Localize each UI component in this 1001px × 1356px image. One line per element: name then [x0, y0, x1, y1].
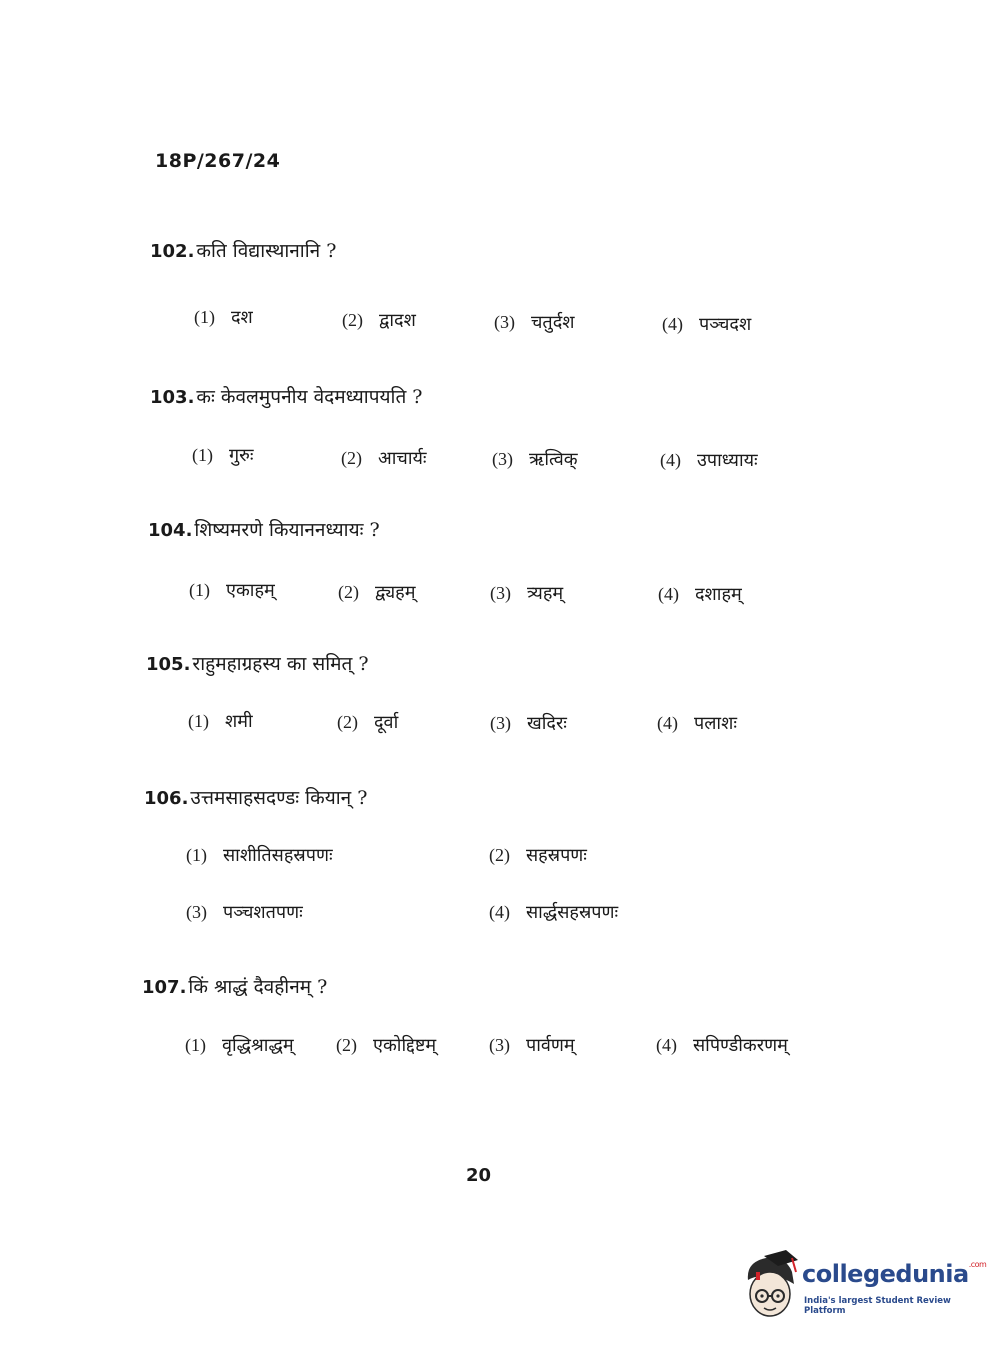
option-3: (3) पञ्चशतपणः [186, 902, 303, 923]
paper-code: 18P/267/24 [155, 150, 281, 172]
option-3: (3) खदिरः [490, 713, 567, 734]
page-number: 20 [466, 1165, 492, 1186]
option-4: (4) दशाहम् [658, 584, 742, 605]
question-number: 106. [144, 788, 189, 809]
option-3: (3) ऋत्विक् [492, 449, 578, 470]
option-3: (3) त्र्यहम् [490, 583, 564, 604]
question-stem [148, 516, 380, 542]
option-4: (4) पञ्चदश [662, 314, 752, 335]
option-3: (3) पार्वणम् [489, 1035, 575, 1056]
question-number: 104. [148, 520, 193, 541]
option-2: (2) एकोद्दिष्टम् [336, 1035, 437, 1056]
question-stem [150, 383, 423, 409]
mascot-icon [742, 1250, 800, 1320]
option-2: (2) द्वादश [342, 310, 416, 331]
option-1: (1) दश [194, 307, 253, 328]
collegedunia-watermark [742, 1250, 987, 1320]
question-stem [142, 973, 327, 999]
question-text: कति विद्यास्थानानि ? [196, 240, 337, 262]
question-number: 102. [150, 241, 195, 262]
option-2: (2) दूर्वा [337, 712, 399, 733]
option-1: (1) वृद्धिश्राद्धम् [185, 1035, 294, 1056]
option-4: (4) सार्द्धसहस्रपणः [489, 902, 619, 923]
option-4: (4) उपाध्यायः [660, 450, 758, 471]
option-1: (1) एकाहम् [189, 580, 275, 601]
option-2: (2) सहस्रपणः [489, 845, 587, 866]
question-text: कः केवलमुपनीय वेदमध्यापयति ? [196, 386, 423, 408]
question-stem [150, 237, 336, 263]
option-4: (4) पलाशः [657, 713, 737, 734]
option-1: (1) शमी [188, 711, 253, 732]
question-number: 103. [150, 387, 195, 408]
logo-brand: collegedunia$^{.com}$ [802, 1260, 987, 1288]
option-2: (2) द्व्यहम् [338, 582, 416, 603]
option-2: (2) आचार्यः [341, 448, 427, 469]
option-4: (4) सपिण्डीकरणम् [656, 1035, 788, 1056]
question-text: किं श्राद्धं दैवहीनम् ? [188, 976, 328, 998]
option-1: (1) साशीतिसहस्रपणः [186, 845, 333, 866]
question-number: 105. [146, 654, 191, 675]
question-stem [146, 650, 369, 676]
question-text: राहुमहाग्रहस्य का समित् ? [192, 653, 369, 675]
option-3: (3) चतुर्दश [494, 312, 575, 333]
question-text: उत्तमसाहसदण्डः कियान् ? [190, 787, 368, 809]
question-text: शिष्यमरणे कियाननध्यायः ? [194, 519, 380, 541]
option-1: (1) गुरुः [192, 445, 254, 466]
logo-tagline: India's largest Student Review Platform [804, 1296, 951, 1316]
question-number: 107. [142, 977, 187, 998]
question-stem [144, 784, 367, 810]
